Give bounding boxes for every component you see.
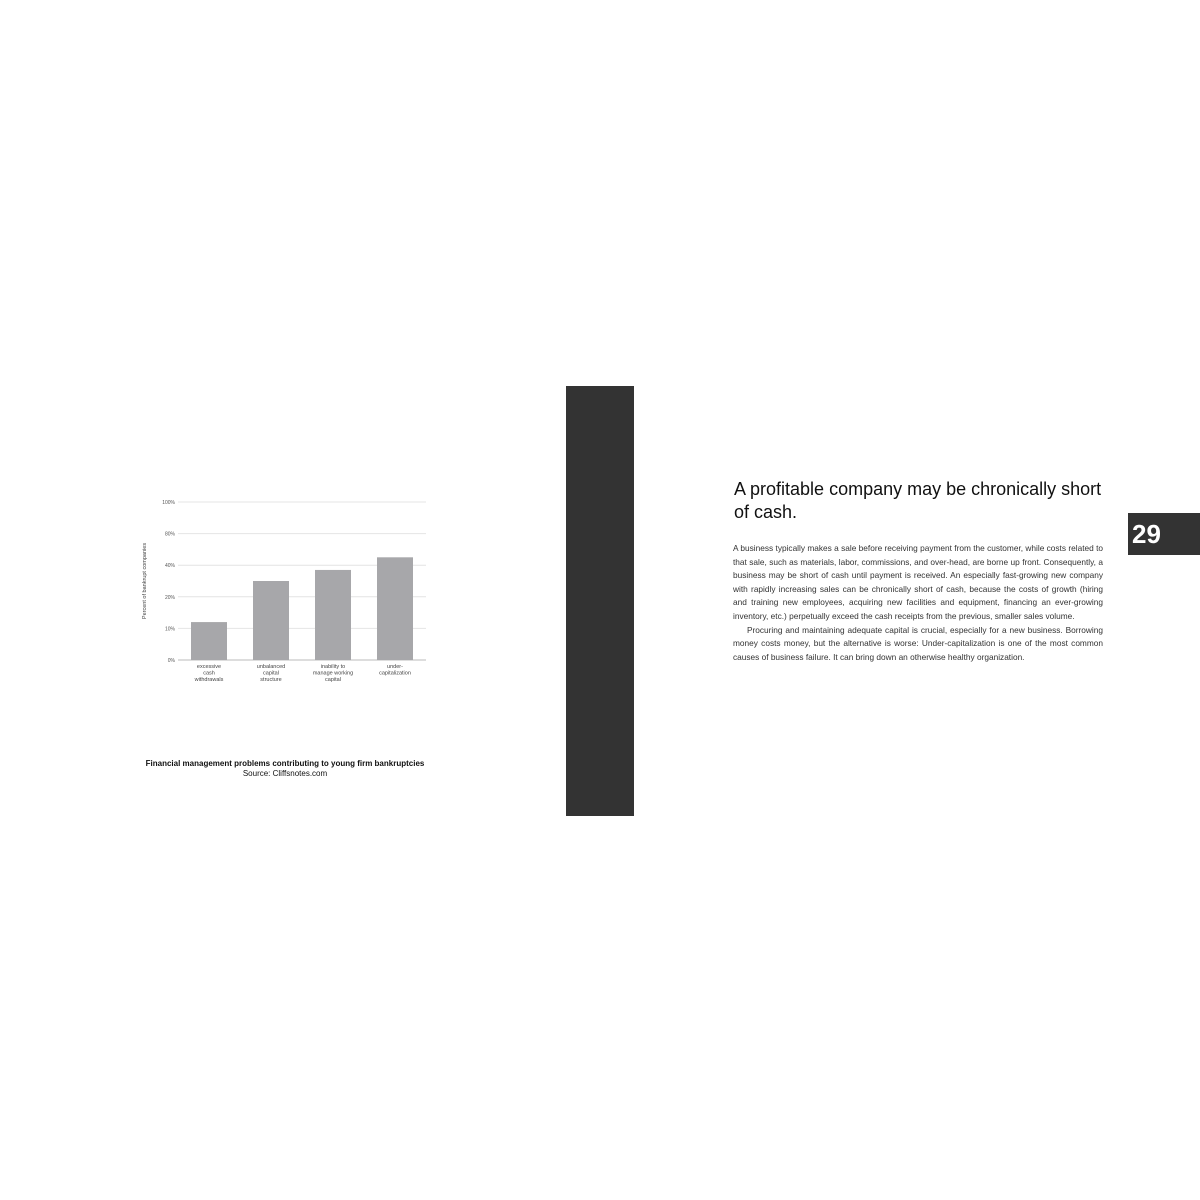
bar	[315, 570, 351, 660]
bar	[191, 622, 227, 660]
chart-caption-title: Financial management problems contributing to young firm bankruptcies	[145, 759, 425, 768]
y-tick-label: 0%	[167, 658, 175, 664]
y-tick-label: 100%	[162, 500, 175, 506]
x-tick-label: inability to manage working capital	[312, 664, 354, 683]
y-tick-label: 20%	[164, 594, 175, 601]
book-spine	[566, 386, 634, 816]
chart-caption-source: Source: Cliffsnotes.com	[242, 769, 328, 778]
y-tick-label: 40%	[164, 563, 175, 570]
bar-chart-svg	[130, 490, 440, 700]
y-axis-label: Percent of bankrupt companies	[142, 542, 148, 620]
bar	[253, 581, 289, 660]
x-tick-label: excessive cash withdrawals	[194, 664, 224, 683]
bar-chart	[130, 490, 440, 700]
page-number-tab: 29	[1128, 513, 1200, 555]
chart-caption	[110, 759, 460, 779]
y-tick-label: 80%	[164, 531, 175, 538]
paragraph-1: A business typically makes a sale before receiving payment from the customer, while costs related to that sale, such as materials, labor, commissions, and over-head, are borne up front. Consequently, a business may be short of cash until payment is received. An especially fast-growing new company with rapidly increasing sales can be chronically short of cash, because the costs of growth (hiring and training new employees, acquiring new facilities and equipment, financing an ever-growing inventory, etc.) perpetually exceed the cash receipts from the previous, smaller sales volume.	[733, 543, 1103, 621]
x-tick-label: unbalanced capital structure	[256, 664, 286, 683]
bar	[377, 557, 413, 660]
page-heading: A profitable company may be chronically short of cash.	[734, 479, 1102, 522]
body-text	[733, 542, 1103, 664]
paragraph-2: Procuring and maintaining adequate capital is crucial, especially for a new business. Borrowing money costs money, but the alternative is worse: Under-capitalization is one of the most common causes of business failure. It can bring down an otherwise healthy organization.	[733, 624, 1103, 662]
x-tick-label: under-capitalization	[379, 664, 411, 677]
y-tick-label: 10%	[164, 626, 175, 633]
